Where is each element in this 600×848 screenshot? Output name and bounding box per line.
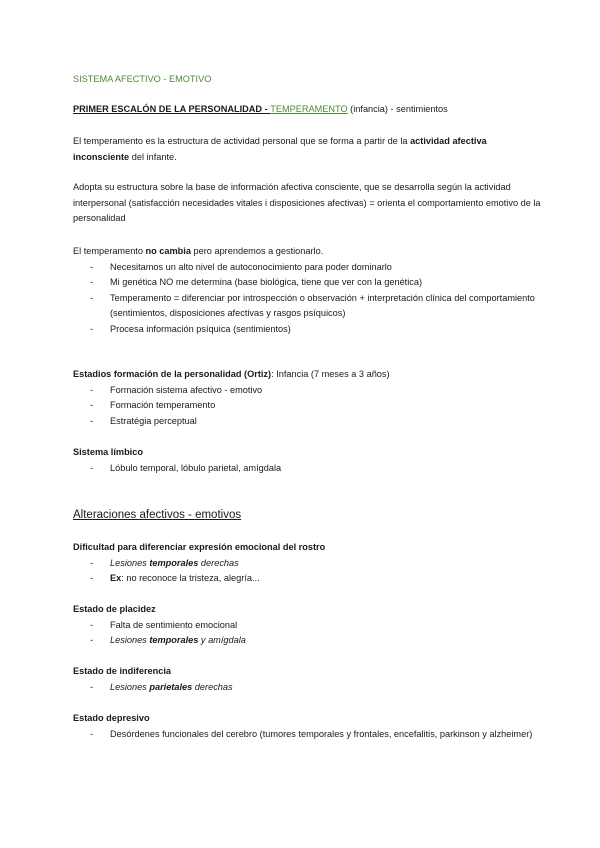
temperamento-lead (73, 244, 543, 260)
estadios-heading (73, 367, 543, 383)
temp-text: El temperamento (73, 246, 146, 256)
indiferencia-section (73, 664, 543, 695)
depresivo-list (73, 727, 543, 743)
temperamento-section (73, 244, 543, 337)
depresivo-heading: Estado depresivo (73, 713, 150, 723)
item-text: Lesiones (110, 635, 150, 645)
list-item (73, 680, 543, 696)
limbico-list (73, 461, 543, 477)
item-text: y amígdala (198, 635, 246, 645)
temp-end: pero aprendemos a gestionarlo. (190, 246, 324, 256)
para1-bold: actividad afectiva inconsciente (73, 136, 487, 162)
depresivo-section (73, 711, 543, 742)
list-item: - Mi genética NO me determina (base biológica, tiene que ver con la genética) (73, 275, 543, 291)
paragraph-temperamento-def (73, 134, 543, 165)
placidez-list (73, 618, 543, 649)
dificultad-list (73, 556, 543, 587)
item-bold: parietales (149, 681, 193, 692)
estadios-text: : Infancia (7 meses a 3 años) (271, 369, 390, 379)
item-text: Lesiones (110, 557, 150, 568)
list-item: - Formación temperamento (73, 398, 543, 414)
list-item: - Estratégia perceptual (73, 414, 543, 430)
list-item: - Temperamento = diferenciar por introspección o observación + interpretación clínica del comportamiento (sentimientos, disposiciones afectivas y rasgos psíquicos) (73, 291, 543, 322)
item-bold: temporales (149, 635, 199, 645)
list-item (73, 633, 543, 649)
placidez-section (73, 602, 543, 649)
para1-end: del infante. (129, 151, 177, 162)
list-item: - Lóbulo temporal, lóbulo parietal, amígdala (73, 461, 543, 477)
alteraciones-heading: Alteraciones afectivos - emotivos (73, 509, 242, 521)
section-subtitle (73, 102, 543, 118)
list-item: - Procesa información psíquica (sentimientos) (73, 322, 543, 338)
placidez-heading: Estado de placidez (73, 604, 156, 614)
list-item: - Desórdenes funcionales del cerebro (tumores temporales y frontales, encefalitis, parkinson y alzheimer) (73, 727, 543, 743)
estadios-section (73, 367, 543, 429)
item-text: derechas (192, 681, 233, 692)
doc-title: SISTEMA AFECTIVO - EMOTIVO (73, 74, 212, 84)
list-item: - Necesitamos un alto nivel de autoconocimiento para poder dominarlo (73, 260, 543, 276)
temperamento-list (73, 260, 543, 338)
item-text: : no reconoce la tristeza, alegría... (121, 573, 260, 583)
subtitle-temperamento: TEMPERAMENTO (270, 104, 348, 114)
item-text: derechas (198, 557, 239, 568)
dificultad-heading: Dificultad para diferenciar expresión emocional del rostro (73, 542, 326, 552)
estadios-list (73, 383, 543, 430)
item-bold: temporales (149, 557, 199, 568)
limbico-section (73, 445, 543, 476)
indiferencia-heading: Estado de indiferencia (73, 666, 172, 676)
item-text: Lesiones (110, 681, 150, 692)
list-item (73, 571, 543, 587)
temp-bold: no cambia (145, 246, 191, 256)
dificultad-section (73, 540, 543, 587)
list-item: - Formación sistema afectivo - emotivo (73, 383, 543, 399)
list-item: - Falta de sentimiento emocional (73, 618, 543, 634)
estadios-bold: Estadios formación de la personalidad (Ortiz) (73, 369, 272, 379)
paragraph-estructura: Adopta su estructura sobre la base de información afectiva consciente, que se desarrolla según la actividad interpersonal (satisfacción necesidades vitales i disposiciones afectivas) = orienta el comportamiento emotivo de la personalidad (73, 182, 541, 223)
indiferencia-list (73, 680, 543, 696)
item-bold: Ex (110, 573, 122, 583)
para1-text: El temperamento es la estructura de actividad personal que se forma a partir de la (73, 136, 411, 146)
list-item (73, 556, 543, 572)
subtitle-lead: PRIMER ESCALÓN DE LA PERSONALIDAD - (73, 104, 271, 114)
limbico-heading: Sistema límbico (73, 447, 143, 457)
subtitle-tail: (infancia) - sentimientos (347, 104, 448, 114)
